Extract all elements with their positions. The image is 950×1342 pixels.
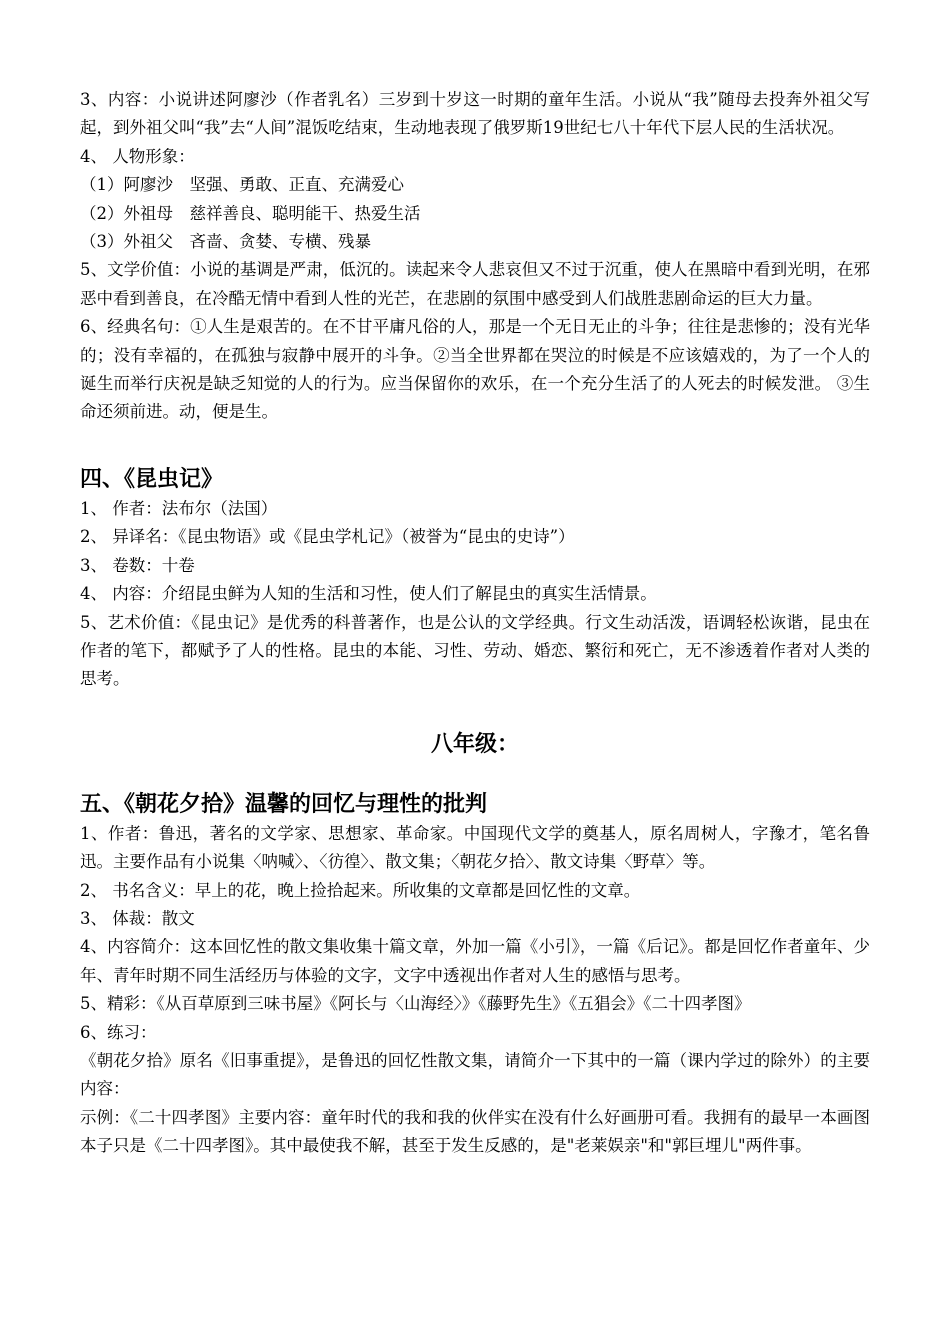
exercise-question: 《朝花夕拾》原名《旧事重提》，是鲁迅的回忆性散文集，请简介一下其中的一篇（课内学过的除外）的主要内容： [80,1050,870,1099]
list-item: 3、 卷数：十卷 [80,555,195,575]
spacer [80,760,870,790]
character-item: （1）阿廖沙 坚强、勇敢、正直、充满爱心 [80,175,404,195]
spacer [80,427,870,465]
grade-heading: 八年级： [430,731,519,757]
list-item: 3、 体裁：散文 [80,908,195,928]
list-item: 5、艺术价值：《昆虫记》是优秀的科普著作，也是公认的文学经典。行文生动活泼，语调轻松诙谐，昆虫在作者的笔下，都赋予了人的性格。昆虫的本能、习性、劳动、婚恋、繁衍和死亡，无不渗透着作者对人类的思考。 [80,612,870,689]
section-4-heading: 四、《昆虫记》 [80,466,224,492]
list-item: 2、 书名含义：早上的花，晚上捡拾起来。所收集的文章都是回忆性的文章。 [80,880,641,900]
list-item: 1、作者：鲁迅，著名的文学家、思想家、革命家。中国现代文学的奠基人，原名周树人，字豫才，笔名鲁迅。主要作品有小说集〈呐喊〉、〈彷徨〉、散文集；〈朝花夕拾〉、散文诗集〈野草〉等。 [80,823,870,872]
list-item: 2、 异译名：《昆虫物语》或《昆虫学札记》（被誉为“昆虫的史诗”） [80,527,575,547]
section-5 [80,790,870,1161]
list-item: 4、 内容：介绍昆虫鲜为人知的生活和习性，使人们了解昆虫的真实生活情景。 [80,584,657,604]
list-item: 6、练习： [80,1022,157,1042]
spacer [80,694,870,730]
exercise-example: 示例：《二十四孝图》主要内容：童年时代的我和我的伙伴实在没有什么好画册可看。我拥有的最早一本画图本子只是《二十四孝图》。其中最使我不解，甚至于发生反感的，是"老莱娱亲"和"郭巨埋儿"两件事。 [80,1107,870,1156]
list-item: 4、内容简介：这本回忆性的散文集收集十篇文章，外加一篇《小引》，一篇《后记》。都是回忆作者童年、少年、青年时期不同生活经历与体验的文字，文字中透视出作者对人生的感悟与思考。 [80,937,870,985]
list-item: 1、 作者：法布尔（法国） [80,498,278,518]
list-item: 5、精彩：《从百草原到三味书屋》《阿长与〈山海经〉》《藤野先生》《五猖会》《二十四孝图》 [80,994,751,1014]
section-5-heading: 五、《朝花夕拾》温馨的回忆与理性的批判 [80,791,488,817]
literary-value-paragraph: 5、文学价值：小说的基调是严肃，低沉的。读起来令人悲哀但又不过于沉重，使人在黑暗中看到光明，在邪恶中看到善良，在冷酷无情中看到人性的光芒，在悲剧的氛围中感受到人们战胜悲剧命运的巨大力量。 [80,260,870,308]
section-3-continuation [80,86,870,427]
quotes-paragraph: 6、经典名句：①人生是艰苦的。在不甘平庸凡俗的人，那是一个无日无止的斗争；往往是悲惨的；没有光华的；没有幸福的，在孤独与寂静中展开的斗争。②当全世界都在哭泣的时候是不应该嬉戏的，为了一个人的诞生而举行庆祝是缺乏知觉的人的行为。应当保留你的欢乐，在一个充分生活了的人死去的时候发泄。 ③生命还须前进。动，便是生。 [80,317,870,422]
section-4 [80,465,870,694]
content-paragraph: 3、内容：小说讲述阿廖沙（作者乳名）三岁到十岁这一时期的童年生活。小说从“我”随母去投奔外祖父写起，到外祖父叫“我”去“人间”混饭吃结束，生动地表现了俄罗斯19世纪七八十年代下层人民的生活状况。 [80,90,870,138]
character-item: （3）外祖父 吝啬、贪婪、专横、残暴 [80,232,371,252]
characters-label: 4、 人物形象： [80,146,195,166]
character-item: （2）外祖母 慈祥善良、聪明能干、热爱生活 [80,203,421,223]
